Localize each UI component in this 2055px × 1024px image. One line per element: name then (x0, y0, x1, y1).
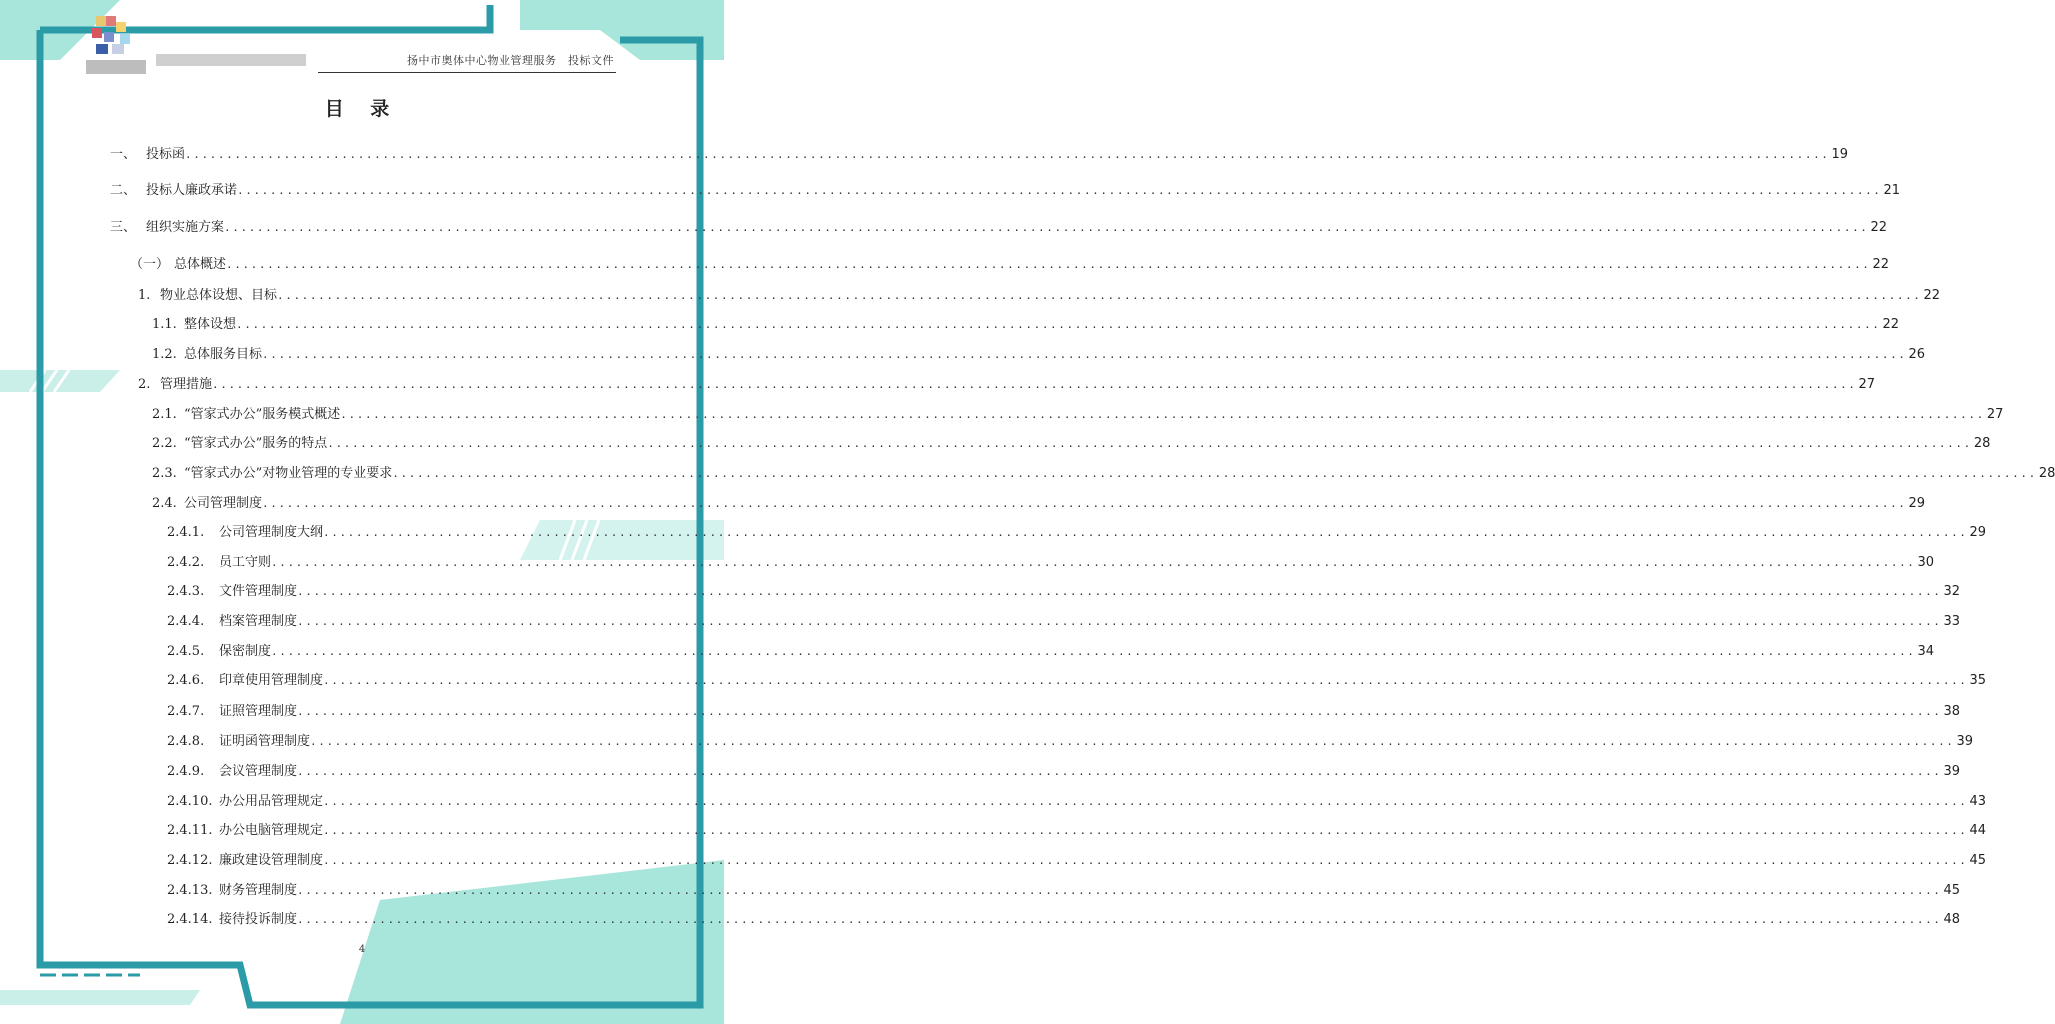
toc-entry[interactable] (152, 403, 2004, 422)
toc-entry-page: 27 (1986, 407, 2004, 422)
toc-entry-number: 1.2. (152, 347, 177, 362)
toc-entry[interactable] (130, 253, 1890, 272)
toc-leader-dots: ........................................................................................................................................................................................................ (212, 378, 1857, 391)
toc-entry-title: 整体设想 (184, 317, 237, 332)
toc-entry-number: 2.1. (152, 407, 177, 422)
toc-entry[interactable] (152, 343, 1926, 362)
toc-leader-dots: ........................................................................................................................................................................................................ (262, 348, 1907, 361)
toc-entry-number: 2.4.14. (167, 912, 213, 927)
toc-leader-dots: ........................................................................................................................................................................................................ (327, 437, 1972, 450)
toc-leader-dots: ........................................................................................................................................................................................................ (297, 585, 1942, 598)
toc-entry-title: 档案管理制度 (219, 614, 298, 629)
toc-entry[interactable] (152, 462, 2055, 481)
toc-entry-page: 22 (1923, 288, 1941, 303)
toc-entry-number: 2.4.7. (167, 704, 205, 719)
toc-leader-dots: ........................................................................................................................................................................................................ (297, 884, 1942, 897)
toc-entry-number: 2.4.13. (167, 883, 213, 898)
toc-leader-dots: ........................................................................................................................................................................................................ (237, 184, 1882, 197)
toc-entry[interactable] (167, 580, 1961, 599)
toc-entry-number: 2.2. (152, 436, 177, 451)
toc-entry-title: 总体服务目标 (184, 347, 263, 362)
toc-entry[interactable] (138, 284, 1941, 303)
toc-entry-page: 45 (1969, 853, 1987, 868)
toc-entry-number: 2.4.12. (167, 853, 213, 868)
toc-entry-title: 廉政建设管理制度 (219, 853, 324, 868)
toc-entry[interactable] (110, 143, 1849, 162)
toc-entry[interactable] (110, 216, 1888, 235)
toc-entry[interactable] (167, 640, 1935, 659)
toc-entry-number: 一、 (110, 147, 137, 162)
toc-entry-title: 公司管理制度大纲 (219, 525, 324, 540)
toc-entry-title: 证明函管理制度 (219, 734, 311, 749)
toc-entry-number: （一） (130, 257, 170, 272)
toc-leader-dots: ........................................................................................................................................................................................................ (226, 258, 1871, 271)
toc-entry[interactable] (138, 373, 1876, 392)
toc-leader-dots: ........................................................................................................................................................................................................ (271, 556, 1916, 569)
toc-entry-number: 2.3. (152, 466, 177, 481)
toc-leader-dots: ........................................................................................................................................................................................................ (297, 615, 1942, 628)
toc-entry[interactable] (167, 760, 1961, 779)
toc-entry-page: 29 (1908, 496, 1926, 511)
toc-entry-title: 员工守则 (219, 555, 272, 570)
toc-leader-dots: ........................................................................................................................................................................................................ (236, 318, 1881, 331)
toc-entry-page: 45 (1943, 883, 1961, 898)
toc-leader-dots: ........................................................................................................................................................................................................ (277, 289, 1922, 302)
toc-leader-dots: ........................................................................................................................................................................................................ (323, 824, 1968, 837)
toc-entry[interactable] (167, 879, 1961, 898)
toc-entry-number: 1.1. (152, 317, 177, 332)
toc-entry-number: 1. (138, 288, 151, 303)
toc-entry-title: 总体概述 (174, 257, 227, 272)
toc-entry[interactable] (152, 313, 1900, 332)
toc-entry-title: 印章使用管理制度 (219, 673, 324, 688)
toc-entry-number: 三、 (110, 220, 137, 235)
toc-entry-page: 21 (1883, 183, 1901, 198)
toc-entry-title: 投标人廉政承诺 (146, 183, 238, 198)
page-number: 4 (358, 944, 366, 955)
toc-entry-title: 投标函 (146, 147, 186, 162)
toc-entry[interactable] (167, 669, 1987, 688)
toc-entry[interactable] (167, 849, 1987, 868)
toc-entry-title: 保密制度 (219, 644, 272, 659)
toc-entry-title: 会议管理制度 (219, 764, 298, 779)
toc-entry-page: 39 (1943, 764, 1961, 779)
toc-entry[interactable] (167, 551, 1935, 570)
toc-entry-title: 财务管理制度 (219, 883, 298, 898)
toc-entry-page: 22 (1882, 317, 1900, 332)
header-title: 扬中市奥体中心物业管理服务 投标文件 (407, 54, 614, 67)
toc-leader-dots: ........................................................................................................................................................................................................ (323, 854, 1968, 867)
toc-leader-dots: ........................................................................................................................................................................................................ (323, 674, 1968, 687)
toc-entry[interactable] (167, 730, 1974, 749)
toc-entry[interactable] (167, 521, 1987, 540)
toc-entry-title: 物业总体设想、目标 (160, 288, 278, 303)
toc-leader-dots: ........................................................................................................................................................................................................ (262, 497, 1907, 510)
toc-entry-number: 二、 (110, 183, 137, 198)
toc-entry-page: 48 (1943, 912, 1961, 927)
toc-leader-dots: ........................................................................................................................................................................................................ (297, 705, 1942, 718)
toc-leader-dots: ........................................................................................................................................................................................................ (310, 735, 1955, 748)
toc-entry-title: 公司管理制度 (184, 496, 263, 511)
toc-entry-number: 2. (138, 377, 151, 392)
toc-entry-page: 29 (1969, 525, 1987, 540)
toc-leader-dots: ........................................................................................................................................................................................................ (323, 526, 1968, 539)
toc-entry-number: 2.4.4. (167, 614, 205, 629)
toc-entry-page: 39 (1956, 734, 1974, 749)
toc-entry-page: 28 (1973, 436, 1991, 451)
toc-entry[interactable] (152, 432, 1991, 451)
toc-entry-title: “管家式办公”服务模式概述 (184, 407, 341, 422)
toc-entry-title: 组织实施方案 (146, 220, 225, 235)
toc-leader-dots: ........................................................................................................................................................................................................ (297, 913, 1942, 926)
toc-entry-page: 44 (1969, 823, 1987, 838)
toc-entry-number: 2.4.10. (167, 794, 213, 809)
toc-entry-page: 43 (1969, 794, 1987, 809)
toc-entry-page: 28 (2038, 466, 2055, 481)
toc-entry[interactable] (167, 610, 1961, 629)
toc-entry-number: 2.4.9. (167, 764, 205, 779)
toc-entry[interactable] (110, 179, 1901, 198)
toc-entry[interactable] (167, 819, 1987, 838)
toc-entry-page: 33 (1943, 614, 1961, 629)
toc-entry-page: 19 (1831, 147, 1849, 162)
toc-leader-dots: ........................................................................................................................................................................................................ (271, 645, 1916, 658)
toc-entry-title: “管家式办公”服务的特点 (184, 436, 328, 451)
toc-entry[interactable] (167, 790, 1987, 809)
toc-entry-number: 2.4.3. (167, 584, 205, 599)
toc-entry-number: 2.4. (152, 496, 177, 511)
toc-entry-number: 2.4.1. (167, 525, 205, 540)
toc-entry-page: 27 (1858, 377, 1876, 392)
toc-entry-title: 管理措施 (160, 377, 213, 392)
toc-leader-dots: ........................................................................................................................................................................................................ (185, 148, 1830, 161)
toc-leader-dots: ........................................................................................................................................................................................................ (340, 408, 1985, 421)
toc-entry-page: 38 (1943, 704, 1961, 719)
toc-entry-number: 2.4.8. (167, 734, 205, 749)
toc-entry-number: 2.4.2. (167, 555, 205, 570)
toc-entry-page: 30 (1917, 555, 1935, 570)
page-title: 目 录 (324, 98, 400, 120)
toc-entry-title: 办公电脑管理规定 (219, 823, 324, 838)
toc-entry-page: 34 (1917, 644, 1935, 659)
toc-entry[interactable] (167, 908, 1961, 927)
toc-entry-title: 证照管理制度 (219, 704, 298, 719)
toc-leader-dots: ........................................................................................................................................................................................................ (392, 467, 2037, 480)
toc-entry-page: 22 (1870, 220, 1888, 235)
toc-entry-number: 2.4.5. (167, 644, 205, 659)
toc-entry[interactable] (167, 700, 1961, 719)
toc-entry-number: 2.4.11. (167, 823, 213, 838)
toc-entry-title: 接待投诉制度 (219, 912, 298, 927)
toc-entry-title: 文件管理制度 (219, 584, 298, 599)
toc-entry[interactable] (152, 492, 1926, 511)
toc-leader-dots: ........................................................................................................................................................................................................ (297, 765, 1942, 778)
toc-entry-page: 35 (1969, 673, 1987, 688)
toc-entry-page: 22 (1872, 257, 1890, 272)
toc-entry-page: 26 (1908, 347, 1926, 362)
toc-leader-dots: ........................................................................................................................................................................................................ (323, 795, 1968, 808)
toc-entry-title: “管家式办公”对物业管理的专业要求 (184, 466, 393, 481)
toc-leader-dots: ........................................................................................................................................................................................................ (224, 221, 1869, 234)
toc-entry-title: 办公用品管理规定 (219, 794, 324, 809)
toc-entry-page: 32 (1943, 584, 1961, 599)
toc-entry-number: 2.4.6. (167, 673, 205, 688)
